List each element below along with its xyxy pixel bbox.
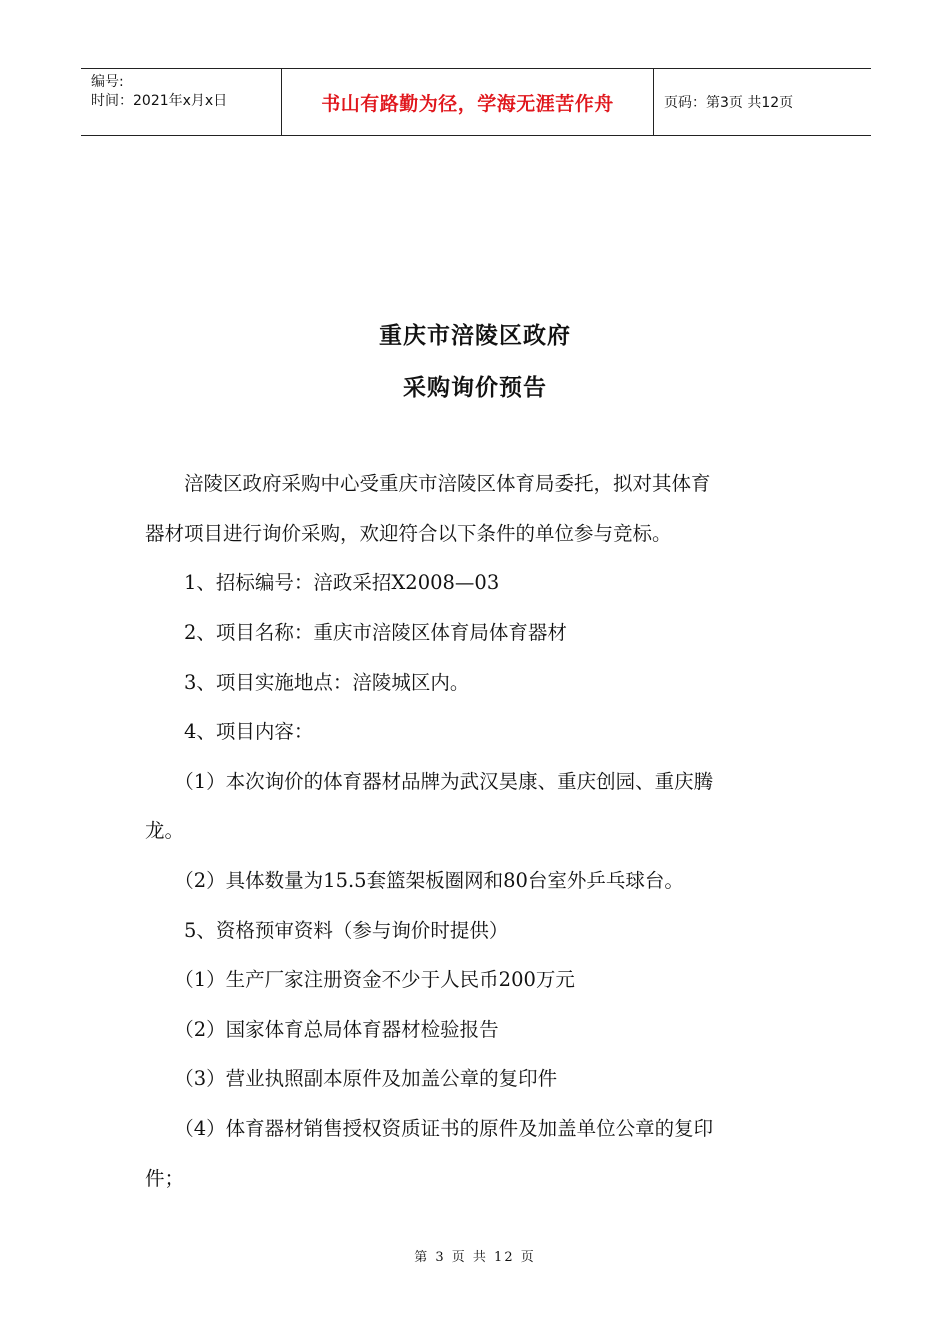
document-header bbox=[81, 68, 871, 136]
item-1: 1、招标编号：涪政采招X2008—03 bbox=[145, 571, 500, 594]
item-5-4-line-1: （4）体育器材销售授权资质证书的原件及加盖单位公章的复印 bbox=[145, 1117, 714, 1140]
item-5-3: （3）营业执照副本原件及加盖公章的复印件 bbox=[145, 1067, 558, 1090]
doc-title-line1: 重庆市涪陵区政府 bbox=[379, 322, 571, 349]
intro-line-2: 器材项目进行询价采购，欢迎符合以下条件的单位参与竞标。 bbox=[145, 522, 672, 545]
item-3: 3、项目实施地点：涪陵城区内。 bbox=[145, 671, 470, 694]
item-5-4-line-2: 件； bbox=[145, 1167, 185, 1190]
page-footer: 第 3 页 共 12 页 bbox=[414, 1250, 536, 1265]
item-2: 2、项目名称：重庆市涪陵区体育局体育器材 bbox=[145, 621, 567, 644]
item-4: 4、项目内容： bbox=[145, 720, 314, 743]
header-motto: 书山有路勤为径，学海无涯苦作舟 bbox=[281, 69, 654, 135]
item-4-1-line-2: 龙。 bbox=[145, 819, 185, 842]
item-4-1-line-1: （1）本次询价的体育器材品牌为武汉昊康、重庆创园、重庆腾 bbox=[145, 770, 714, 793]
item-5-1: （1）生产厂家注册资金不少于人民币200万元 bbox=[145, 968, 575, 991]
intro-line-1: 涪陵区政府采购中心受重庆市涪陵区体育局委托，拟对其体育 bbox=[145, 472, 711, 495]
header-page-info: 页码：第3页 共12页 bbox=[664, 95, 794, 111]
item-5-2: （2）国家体育总局体育器材检验报告 bbox=[145, 1018, 499, 1041]
item-4-2: （2）具体数量为15.5套篮架板圈网和80台室外乒乓球台。 bbox=[145, 869, 684, 892]
item-5: 5、资格预审资料（参与询价时提供） bbox=[145, 919, 509, 942]
doc-title-line2: 采购询价预告 bbox=[403, 374, 547, 401]
time-label: 时间：2021年x月x日 bbox=[91, 93, 228, 109]
header-meta bbox=[81, 69, 281, 135]
number-label: 编号: bbox=[91, 74, 124, 90]
